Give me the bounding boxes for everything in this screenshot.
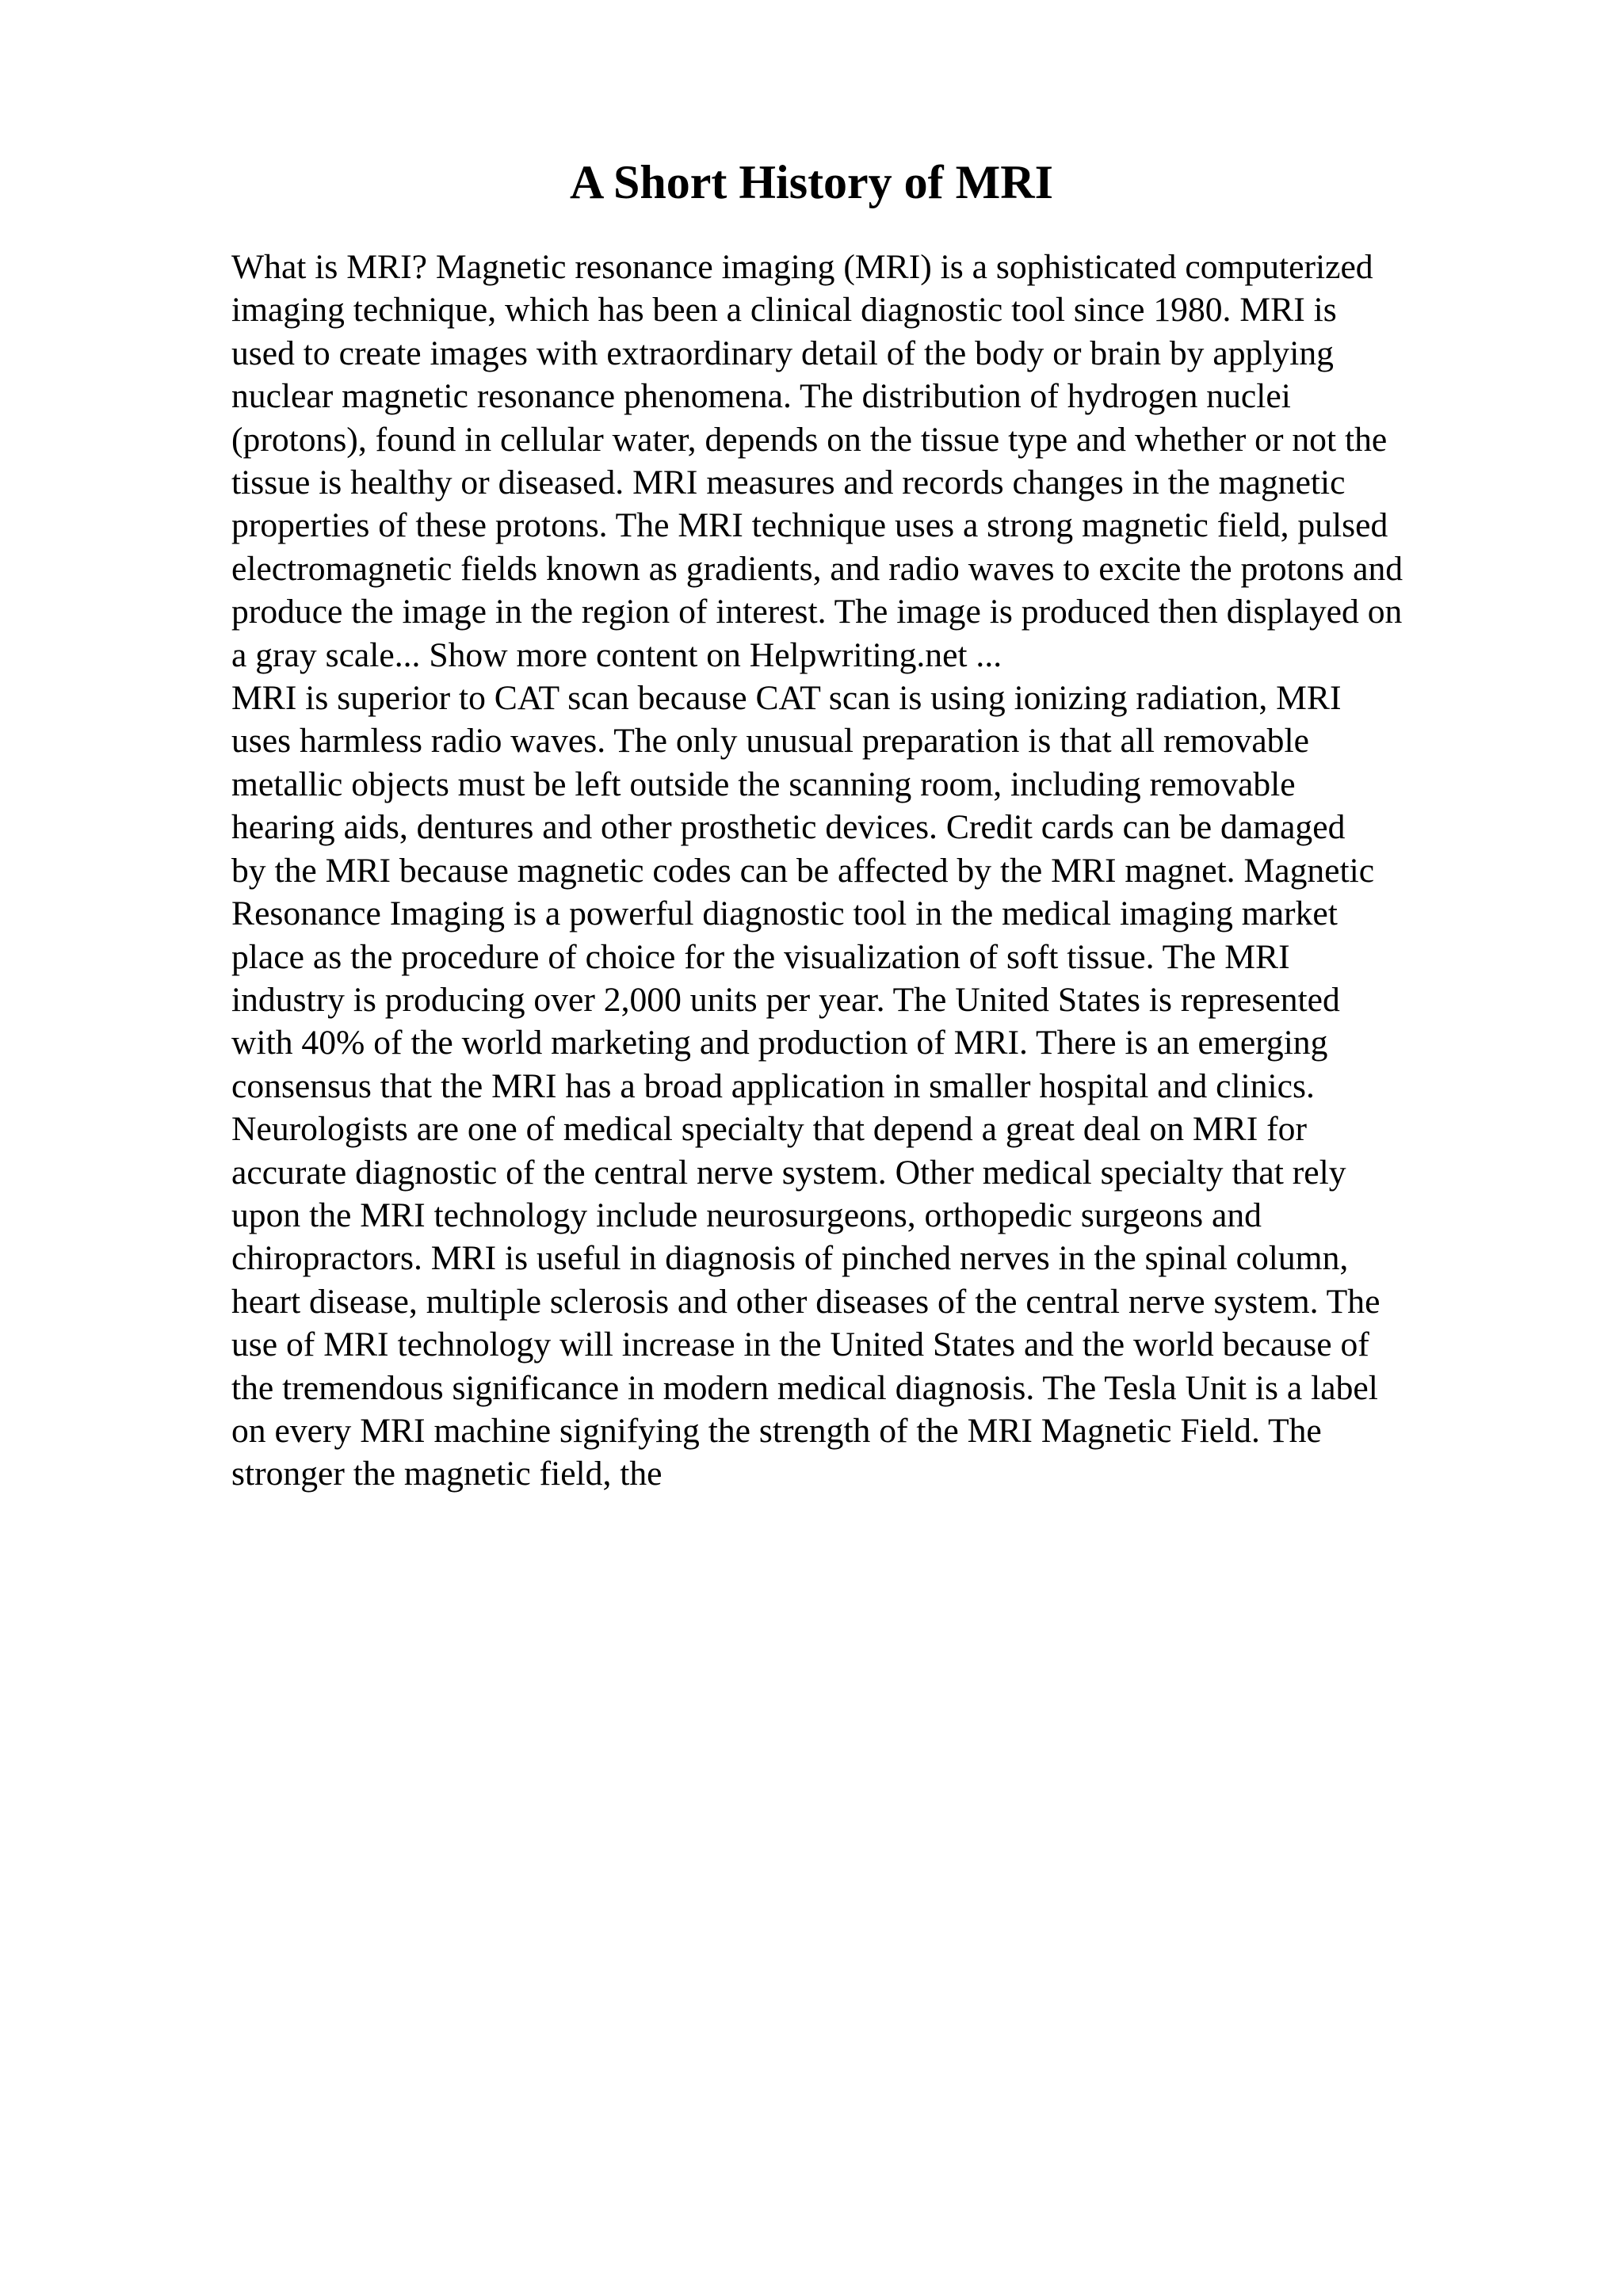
text-line: a gray scale... Show more content on Helpwriting.net ...	[231, 635, 1002, 674]
text-line: metallic objects must be left outside the scanning room, including removable	[231, 765, 1296, 803]
text-line: on every MRI machine signifying the strength of the MRI Magnetic Field. The	[231, 1411, 1322, 1450]
text-line: MRI is superior to CAT scan because CAT scan is using ionizing radiation, MRI	[231, 679, 1342, 718]
text-line: nuclear magnetic resonance phenomena. The distribution of hydrogen nuclei	[231, 377, 1291, 416]
text-line: What is MRI? Magnetic resonance imaging (MRI) is a sophisticated computerized	[231, 248, 1373, 286]
text-line: place as the procedure of choice for the visualization of soft tissue. The MRI	[231, 937, 1290, 976]
text-line: uses harmless radio waves. The only unusual preparation is that all removable	[231, 722, 1309, 761]
text-line: Neurologists are one of medical specialty that depend a great deal on MRI for	[231, 1110, 1307, 1149]
text-line: heart disease, multiple sclerosis and other diseases of the central nerve system. The	[231, 1282, 1381, 1321]
text-line: produce the image in the region of interest. The image is produced then displayed on	[231, 593, 1403, 631]
text-line: the tremendous significance in modern medical diagnosis. The Tesla Unit is a label	[231, 1368, 1378, 1407]
text-line: chiropractors. MRI is useful in diagnosis of pinched nerves in the spinal column,	[231, 1239, 1349, 1278]
text-line: used to create images with extraordinary detail of the body or brain by applying	[231, 334, 1334, 372]
text-line: hearing aids, dentures and other prosthetic devices. Credit cards can be damaged	[231, 808, 1346, 847]
text-line: electromagnetic fields known as gradients, and radio waves to excite the protons and	[231, 549, 1403, 588]
text-line: upon the MRI technology include neurosurgeons, orthopedic surgeons and	[231, 1196, 1262, 1234]
body-text	[231, 246, 1515, 1496]
text-line: (protons), found in cellular water, depends on the tissue type and whether or not the	[231, 420, 1388, 459]
text-line: consensus that the MRI has a broad application in smaller hospital and clinics.	[231, 1066, 1315, 1105]
text-line: use of MRI technology will increase in the United States and the world because of	[231, 1325, 1369, 1364]
text-line: with 40% of the world marketing and production of MRI. There is an emerging	[231, 1024, 1328, 1062]
text-line: properties of these protons. The MRI technique uses a strong magnetic field, pulsed	[231, 506, 1388, 545]
page-title: A Short History of MRI	[570, 156, 1053, 208]
text-line: accurate diagnostic of the central nerve system. Other medical specialty that rely	[231, 1153, 1346, 1192]
text-line: imaging technique, which has been a clinical diagnostic tool since 1980. MRI is	[231, 291, 1337, 330]
text-line: Resonance Imaging is a powerful diagnostic tool in the medical imaging market	[231, 894, 1338, 933]
text-line: by the MRI because magnetic codes can be affected by the MRI magnet. Magnetic	[231, 851, 1375, 890]
text-line: tissue is healthy or diseased. MRI measures and records changes in the magnetic	[231, 463, 1346, 502]
text-line: stronger the magnetic field, the	[231, 1455, 663, 1493]
text-line: industry is producing over 2,000 units per year. The United States is represented	[231, 980, 1340, 1019]
